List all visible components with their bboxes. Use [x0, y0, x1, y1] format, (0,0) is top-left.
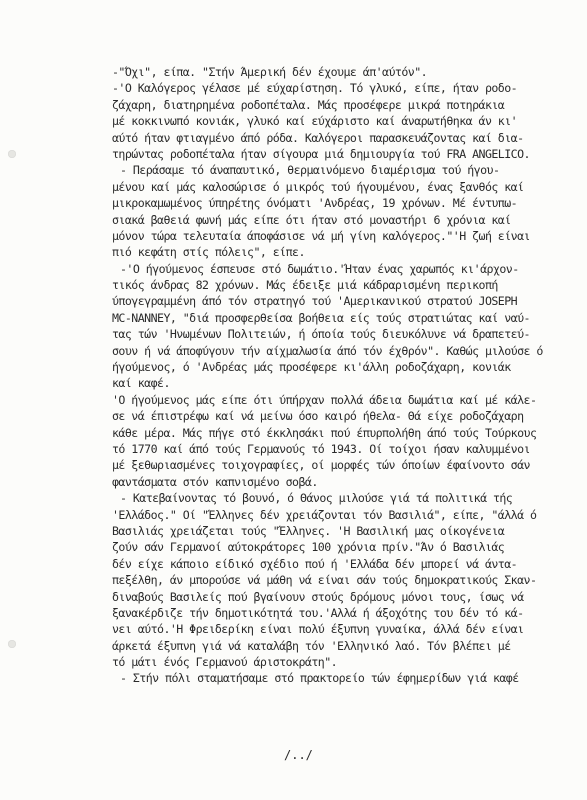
text-line: διναβούς Βασιλείς πού βγαίνουν στούς δρόμους μόνοι τους, ίσως νά — [112, 589, 524, 604]
text-line: ξανακέρδιζε τήν δημοτικότητά του.'Αλλά ή άξοχότης του δέν τό κά- — [112, 605, 524, 620]
text-line: ζούν σάν Γερμανοί αύτοκράτορες 100 χρόνια πρίν."Άν ό Βασιλιάς — [112, 540, 505, 555]
text-line: μέ ξεθωριασμένες τοιχογραφίες, οί μορφές τών όποίων έφαίνοντο σάν — [112, 458, 530, 473]
text-line: κάθε μέρα. Μάς πήγε στό έκκλησάκι πού έπυρπολήθη άπό τούς Τούρκους — [112, 425, 537, 440]
punch-hole — [8, 150, 16, 158]
text-line: πεξέλθη, άν μπορούσε νά μάθη νά είναι σάν τούς δημοκρατικούς Σκαν- — [112, 573, 537, 588]
text-line: μέ κοκκινωπό κονιάκ, γλυκό καί εύχάριστο καί άναρωτήθηκα άν κι' — [112, 114, 518, 129]
text-line: ήγούμενος, ό 'Ανδρέας μάς προσέφερε κι'άλλη ροδοζάχαρη, κονιάκ — [112, 360, 511, 375]
text-line: μένου καί μάς καλοσώρισε ό μικρός τού ήγουμένου, ένας ξανθός καί — [112, 179, 524, 194]
text-line: 'Ο ήγούμενος μάς είπε ότι ύπήρχαν πολλά άδεια δωμάτια καί μέ κάλε- — [112, 392, 537, 407]
text-line: - Περάσαμε τό άναπαυτικό, θερμαινόμενο διαμέρισμα τού ήγου- — [120, 163, 500, 178]
text-line: σιακά βαθειά φωνή μάς είπε ότι ήταν στό μοναστήρι 6 χρόνια καί — [112, 212, 511, 227]
text-line: τικός άνδρας 82 χρόνων. Μάς έδειξε μιά κάδραρισμένη περικοπή — [112, 278, 498, 293]
text-line: - Κατεβαίνοντας τό βουνό, ό Θάνος μιλούσε γιά τά πολιτικά τής — [120, 491, 513, 506]
text-line: ύπογεγραμμένη άπό τόν στρατηγό τού 'Αμερικανικού στρατού JOSEPH — [112, 294, 518, 309]
text-line: -"Όχι", είπα. "Στήν Άμερική δέν έχουμε άπ'αύτόν". — [112, 65, 428, 79]
text-line: -'Ο Καλόγερος γέλασε μέ εύχαρίστηση. Τό γλυκό, είπε, ήταν ροδο- — [112, 81, 518, 96]
text-line: πιό κεφάτη στίς πόλεις", είπε. — [112, 245, 305, 260]
text-line: καί καφέ. — [112, 376, 170, 391]
text-line: τό 1770 καί άπό τούς Γερμανούς τό 1943. Οί τοίχοι ήσαν καλυμμένοι — [112, 441, 530, 456]
text-line: τηρώντας ροδοπέταλα ήταν σίγουρα μιά δημιουργία τού FRA ANGELICO. — [112, 146, 530, 161]
text-line: μικροκαμωμένος ύπηρέτης όνόματι 'Ανδρέας, 19 χρόνων. Μέ έντυπω- — [112, 196, 518, 211]
punch-hole — [8, 640, 16, 648]
text-line: δέν είχε κάποιο είδικό σχέδιο πού ή 'Ελλάδα δέν μπορεί νά άντα- — [112, 556, 518, 571]
text-line: ζάχαρη, διατηρημένα ροδοπέταλα. Μάς προσέφερε μικρά ποτηράκια — [112, 97, 505, 112]
page-continuation-marker: /../ — [284, 748, 313, 762]
text-line: 'Ελλάδος." Οί "Έλληνες δέν χρειάζονται τόν Βασιλιά", είπε, "άλλά ό — [112, 507, 537, 522]
text-line: -'Ο ήγούμενος έσπευσε στό δωμάτιο.'Ήταν ένας χαρωπός κι'άρχον- — [120, 261, 519, 276]
text-line: τό μάτι ένός Γερμανού άριστοκράτη". — [112, 655, 338, 670]
text-line: Βασιλιάς χρειάζεται τούς "Έλληνες. 'Η Βασιλική μας οίκογένεια — [112, 523, 505, 538]
text-line: αύτό ήταν φτιαγμένο άπό ρόδα. Καλόγεροι παρασκευάζοντας καί δια- — [112, 130, 524, 145]
text-line: μόνον τώρα τελευταία άποφάσισε νά μή γίνη καλόγερος."'Η ζωή είναι — [112, 228, 530, 243]
text-line: φαντάσματα στόν καπνισμένο σοβά. — [112, 474, 318, 489]
text-line: άρκετά έξυπνη γιά νά καταλάβη τόν 'Ελληνικό λαό. Τόν βλέπει μέ — [112, 638, 511, 653]
text-line: - Στήν πόλι σταματήσαμε στό πρακτορείο τών έφημερίδων γιά καφέ — [120, 671, 519, 686]
text-line: σουν ή νά άποφύγουν τήν αίχμαλωσία άπό τόν έχθρόν". Καθώς μιλούσε ό — [112, 343, 543, 358]
text-line: τας τών 'Ηνωμένων Πολιτειών, ή όποία τούς διευκόλυνε νά δραπετεύ- — [112, 327, 530, 342]
text-line: MC-NANNEY, "διά προσφερθείσα βοήθεια είς τούς στρατιώτας καί ναύ- — [112, 310, 530, 325]
text-line: σε νά έπιστρέφω καί νά μείνω όσο καιρό ήθελα- Θά είχε ροδοζάχαρη — [112, 409, 524, 424]
typewritten-text — [112, 64, 568, 687]
text-line: νει αύτό.'Η Φρειδερίκη είναι πολύ έξυπνη γυναίκα, άλλά δέν είναι — [112, 622, 524, 637]
